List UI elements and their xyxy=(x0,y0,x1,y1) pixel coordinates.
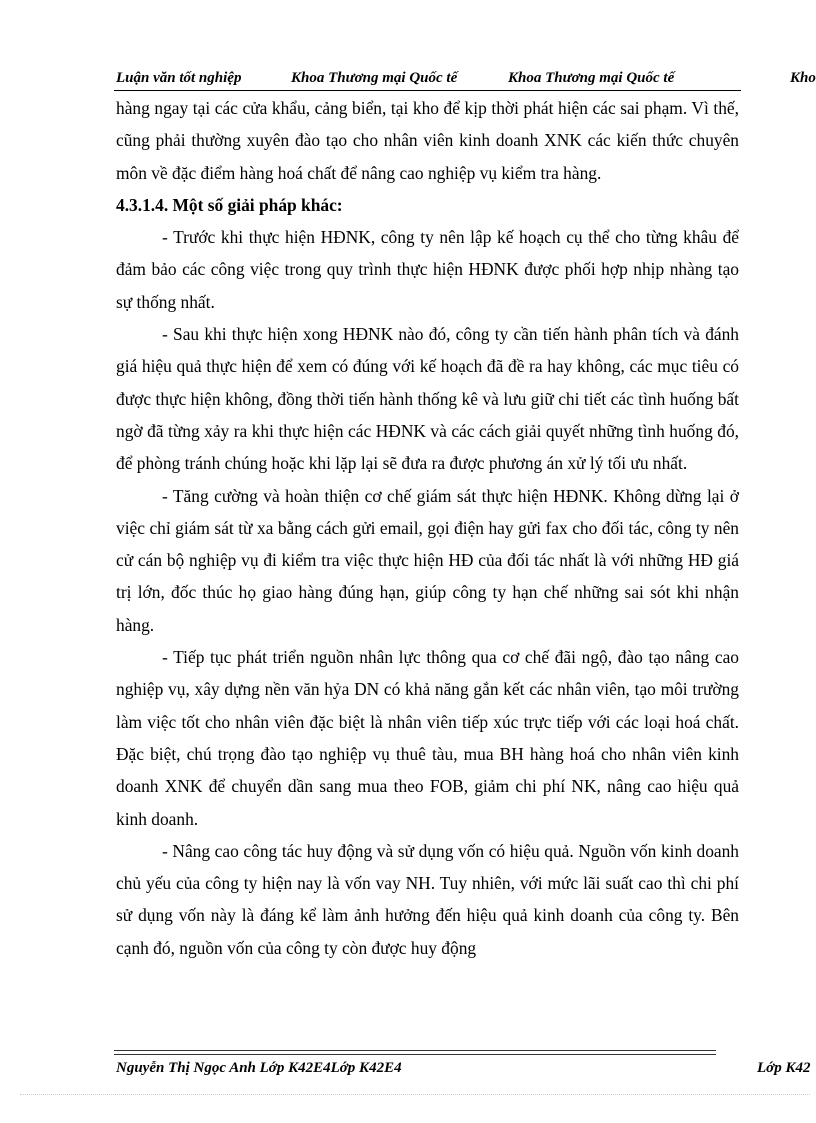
footer-divider-top xyxy=(114,1050,716,1051)
footer-author: Nguyễn Thị Ngọc Anh Lớp K42E4Lớp K42E4 xyxy=(116,1060,402,1076)
header-divider xyxy=(114,90,741,91)
footer-divider-bottom xyxy=(114,1054,716,1055)
header-faculty-truncated: Kho xyxy=(790,70,816,86)
header-thesis-title: Luận văn tốt nghiệp xyxy=(116,70,242,86)
paragraph-planning: - Trước khi thực hiện HĐNK, công ty nên lập kế hoạch cụ thể cho từng khâu để đảm bảo các công việc trong quy trình thực hiện HĐNK được phối hợp nhịp nhàng tạo sự thống nhất. xyxy=(116,227,739,312)
paragraph-supervision: - Tăng cường và hoàn thiện cơ chế giám sát thực hiện HĐNK. Không dừng lại ở việc chỉ giám sát từ xa bằng cách gửi email, gọi điện hay gửi fax cho đối tác, công ty nên cử cán bộ nghiệp vụ đi kiểm tra việc thực hiện HĐ của đối tác nhất là với những HĐ giá trị lớn, đốc thúc họ giao hàng đúng hạn, giúp công ty hạn chế những sai sót khi nhận hàng. xyxy=(116,485,739,635)
paragraph-capital: - Nâng cao công tác huy động và sử dụng vốn có hiệu quả. Nguồn vốn kinh doanh chủ yếu của công ty hiện nay là vốn vay NH. Tuy nhiên, với mức lãi suất cao thì chi phí sử dụng vốn này là đáng kể làm ảnh hưởng đến hiệu quả kinh doanh của công ty. Bên cạnh đó, nguồn vốn của công ty còn được huy động xyxy=(116,840,739,958)
paragraph-evaluation: - Sau khi thực hiện xong HĐNK nào đó, công ty cần tiến hành phân tích và đánh giá hiệu quả thực hiện để xem có đúng với kế hoạch đã đề ra hay không, các mục tiêu có được thực hiện không, đồng thời tiến hành thống kê và lưu giữ chi tiết các tình huống bất ngờ đã từng xảy ra khi thực hiện các HĐNK và các cách giải quyết những tình huống đó, để phòng tránh chúng hoặc khi lặp lại sẽ đưa ra được phương án xử lý tối ưu nhất. xyxy=(116,324,739,474)
page-header xyxy=(0,68,816,92)
page-footer xyxy=(0,1058,816,1082)
header-faculty-1: Khoa Thương mại Quốc tế xyxy=(291,70,458,86)
page-body xyxy=(116,92,739,964)
paragraph-continuation: hàng ngay tại các cửa khẩu, cảng biển, tại kho để kịp thời phát hiện các sai phạm. Vì thế, cũng phải thường xuyên đào tạo cho nhân viên kinh doanh XNK các kiến thức chuyên môn về đặc điểm hàng hoá chất để nâng cao nghiệp vụ kiểm tra hàng. xyxy=(116,98,739,183)
footer-class-truncated: Lớp K42 xyxy=(757,1060,811,1076)
header-faculty-2: Khoa Thương mại Quốc tế xyxy=(508,70,675,86)
paragraph-human-resources: - Tiếp tục phát triển nguồn nhân lực thông qua cơ chế đãi ngộ, đào tạo nâng cao nghiệp vụ, xây dựng nền văn hỷa DN có khả năng gắn kết các nhân viên, tạo môi trường làm việc tốt cho nhân viên đặc biệt là nhân viên tiếp xúc trực tiếp với các loại hoá chất. Đặc biệt, chú trọng đào tạo nghiệp vụ thuê tàu, mua BH hàng hoá cho nhân viên kinh doanh XNK để chuyển dần sang mua theo FOB, giảm chi phí NK, nâng cao hiệu quả kinh doanh. xyxy=(116,647,739,829)
section-heading: 4.3.1.4. Một số giải pháp khác: xyxy=(116,194,343,215)
page-boundary-line xyxy=(20,1094,810,1095)
